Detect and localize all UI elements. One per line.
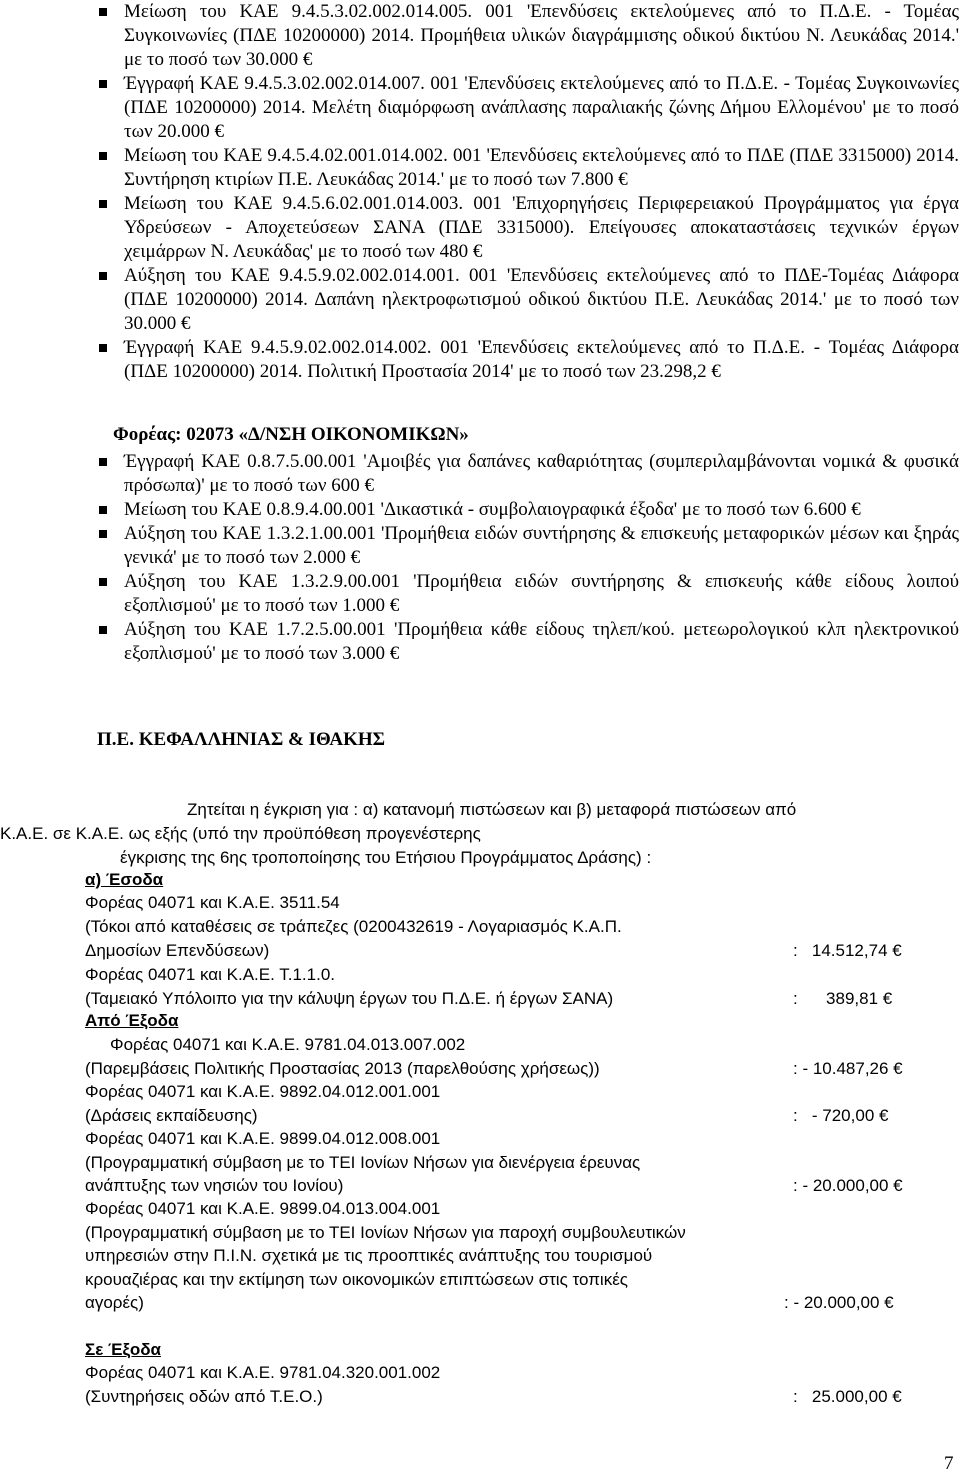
apo-amount-2: : - 20.000,00 € — [793, 1176, 903, 1195]
list-item: Αύξηση του ΚΑΕ 9.4.5.9.02.002.014.001. 001 'Επενδύσεις εκτελούμενες από το ΠΔΕ-Τομέας Διάφορα (ΠΔΕ 10200000) 2014. Δαπάνη ηλεκτροφωτισμού οδικού δικτύου Π.Ε. Λευκάδας 2014.' με το ποσό των 30.000 € — [97, 264, 959, 336]
esoda-title: α) Έσοδα — [85, 870, 164, 889]
list-item: Αύξηση του ΚΑΕ 1.7.2.5.00.001 'Προμήθεια κάθε είδους τηλεπ/κού. μετεωρολογικού κλπ ηλεκτρονικού εξοπλισμού' με το ποσό των 3.000 € — [97, 618, 959, 666]
se-foreas-0: Φορέας 04071 και Κ.Α.Ε. 9781.04.320.001.002 — [85, 1363, 441, 1382]
list-item: Μείωση του ΚΑΕ 9.4.5.6.02.001.014.003. 001 'Επιχορηγήσεις Περιφερειακού Προγράμματος για έργα Υδρεύσεων - Αποχετεύσεων ΣΑΝΑ (ΠΔΕ 3315000). Επείγουσες αποκαταστάσεις τεχνικών έργων χειμάρρων Ν. Λευκάδας' με το ποσό των 480 € — [97, 192, 959, 264]
apo-amount-3: : - 20.000,00 € — [784, 1293, 894, 1312]
esoda-foreas-1: Φορέας 04071 και Κ.Α.Ε. Τ.1.1.0. — [85, 965, 336, 984]
esoda-foreas-0: Φορέας 04071 και Κ.Α.Ε. 3511.54 — [85, 893, 340, 912]
esoda-desc-1-0: (Ταμειακό Υπόλοιπο για την κάλυψη έργων του Π.Δ.Ε. ή έργων ΣΑΝΑ) — [85, 989, 614, 1008]
esoda-desc-0-1: Δημοσίων Επενδύσεων) — [85, 941, 270, 960]
apo-desc-3-1: υπηρεσιών στην Π.Ι.Ν. σχετικά με τις προοπτικές ανάπτυξης του τουρισμού — [85, 1246, 653, 1265]
list-item: Έγγραφή ΚΑΕ 0.8.7.5.00.001 'Αμοιβές για δαπάνες καθαριότητας (συμπεριλαμβάνονται νομικά & φυσικά πρόσωπα)' με το ποσό των 600 € — [97, 450, 959, 498]
se-desc-0-0: (Συντηρήσεις οδών από Τ.Ε.Ο.) — [85, 1387, 323, 1406]
esoda-amount-1: : 389,81 € — [793, 989, 893, 1008]
esoda-desc-0-0: (Τόκοι από καταθέσεις σε τράπεζες (0200432619 - Λογαριασμός Κ.Α.Π. — [85, 917, 622, 936]
apo-desc-2-1: ανάπτυξης των νησιών του Ιονίου) — [85, 1176, 344, 1195]
esoda-amount-0: : 14.512,74 € — [793, 941, 902, 960]
intro-line-3: έγκρισης της 6ης τροποποίησης του Ετήσιου Προγράμματος Δράσης) : — [120, 848, 652, 867]
apo-foreas-2: Φορέας 04071 και Κ.Α.Ε. 9899.04.012.008.001 — [85, 1129, 441, 1148]
apo-desc-0-0: (Παρεμβάσεις Πολιτικής Προστασίας 2013 (παρελθούσης χρήσεως)) — [85, 1059, 600, 1078]
list-item: Έγγραφή ΚΑΕ 9.4.5.9.02.002.014.002. 001 'Επενδύσεις εκτελούμενες από το Π.Δ.Ε. - Τομέας Διάφορα (ΠΔΕ 10200000) 2014. Πολιτική Προστασία 2014' με το ποσό των 23.298,2 € — [97, 336, 959, 384]
apo-desc-3-0: (Προγραμματική σύμβαση με το ΤΕΙ Ιονίων Νήσων για παροχή συμβουλευτικών — [85, 1223, 686, 1242]
list-item: Μείωση του ΚΑΕ 0.8.9.4.00.001 'Δικαστικά - συμβολαιογραφικά έξοδα' με το ποσό των 6.600 € — [97, 498, 959, 522]
apo-amount-0: : - 10.487,26 € — [793, 1059, 903, 1078]
list-item: Αύξηση του ΚΑΕ 1.3.2.1.00.001 'Προμήθεια ειδών συντήρησης & επισκευής μεταφορικών μέσων και ξηράς γενικά' με το ποσό των 2.000 € — [97, 522, 959, 570]
page-number: 7 — [944, 1453, 954, 1474]
list-item: Έγγραφή ΚΑΕ 9.4.5.3.02.002.014.007. 001 'Επενδύσεις εκτελούμενες από το Π.Δ.Ε. - Τομέας Συγκοινωνίες (ΠΔΕ 10200000) 2014. Μελέτη διαμόρφωση ανάπλασης παραλιακής ζώνης Δήμου Ελλομένου' με το ποσό των 20.000 € — [97, 72, 959, 144]
apo-desc-2-0: (Προγραμματική σύμβαση με το ΤΕΙ Ιονίων Νήσων για διενέργεια έρευνας — [85, 1153, 641, 1172]
apo-foreas-0: Φορέας 04071 και Κ.Α.Ε. 9781.04.013.007.002 — [110, 1035, 466, 1054]
top-bullet-list — [97, 0, 959, 384]
apo-amount-1: : - 720,00 € — [793, 1106, 889, 1125]
apo-foreas-3: Φορέας 04071 και Κ.Α.Ε. 9899.04.013.004.001 — [85, 1199, 441, 1218]
intro-line-2: Κ.Α.Ε. σε Κ.Α.Ε. ως εξής (υπό την προϋπόθεση προγενέστερης — [0, 824, 481, 843]
list-item: Αύξηση του ΚΑΕ 1.3.2.9.00.001 'Προμήθεια ειδών συντήρησης & επισκευής κάθε είδους λοιπού εξοπλισμού' με το ποσό των 1.000 € — [97, 570, 959, 618]
foreas-heading: Φορέας: 02073 «Δ/ΝΣΗ ΟΙΚΟΝΟΜΙΚΩΝ» — [113, 424, 469, 445]
apo-desc-3-3: αγορές) — [85, 1293, 144, 1312]
apo-desc-3-2: κρουαζιέρας και την εκτίμηση των οικονομικών επιπτώσεων στις τοπικές — [85, 1270, 628, 1289]
list-item: Μείωση του ΚΑΕ 9.4.5.4.02.001.014.002. 001 'Επενδύσεις εκτελούμενες από το ΠΔΕ (ΠΔΕ 3315000) 2014. Συντήρηση κτιρίων Π.Ε. Λευκάδας 2014.' με το ποσό των 7.800 € — [97, 144, 959, 192]
intro-line-1: Ζητείται η έγκριση για : α) κατανομή πιστώσεων και β) μεταφορά πιστώσεων από — [187, 800, 797, 819]
apo-foreas-1: Φορέας 04071 και Κ.Α.Ε. 9892.04.012.001.001 — [85, 1082, 441, 1101]
foreas-bullet-list — [97, 450, 959, 666]
apo-desc-1-0: (Δράσεις εκπαίδευσης) — [85, 1106, 258, 1125]
list-item: Μείωση του ΚΑΕ 9.4.5.3.02.002.014.005. 001 'Επενδύσεις εκτελούμενες από το Π.Δ.Ε. - Τομέας Συγκοινωνίες (ΠΔΕ 10200000) 2014. Προμήθεια υλικών διαγράμμισης οδικού δικτύου Ν. Λευκάδας 2014.' με το ποσό των 30.000 € — [97, 0, 959, 72]
apo-title: Από Έξοδα — [85, 1011, 179, 1030]
pe-heading: Π.Ε. ΚΕΦΑΛΛΗΝΙΑΣ & ΙΘΑΚΗΣ — [97, 729, 386, 750]
se-title: Σε Έξοδα — [85, 1340, 162, 1359]
se-amount-0: : 25.000,00 € — [793, 1387, 902, 1406]
